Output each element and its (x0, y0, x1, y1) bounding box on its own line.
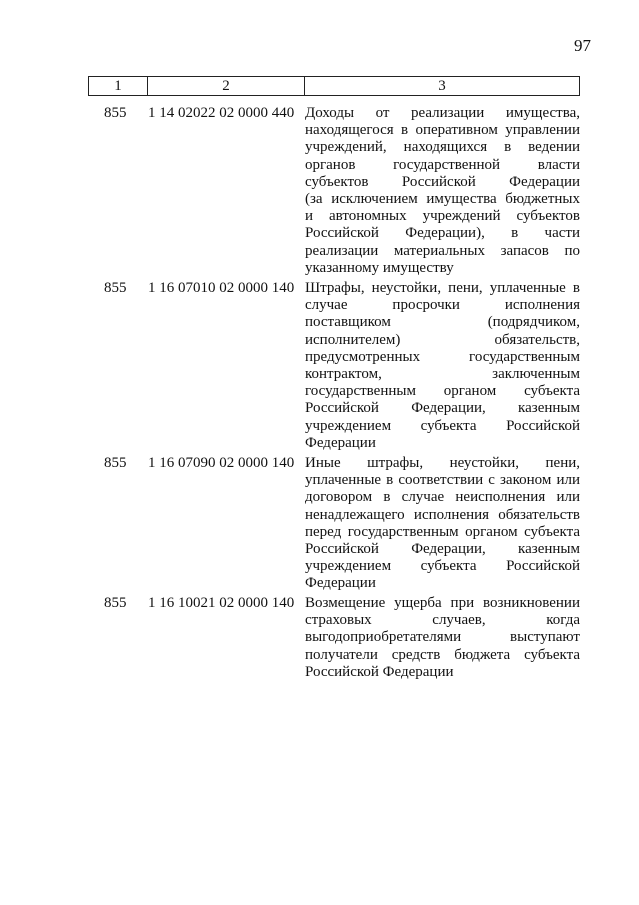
budget-code: 1 16 07090 02 0000 140 (148, 455, 295, 471)
text-line: контрактом, заключенным (305, 366, 580, 383)
text-line: государственным органом субъекта (305, 383, 580, 400)
text-line: Российской Федерации), в части (305, 225, 580, 242)
text-line: находящегося в оперативном управлении (305, 122, 580, 139)
text-line: перед государственным органом субъекта (305, 523, 580, 540)
admin-code: 855 (104, 595, 127, 611)
text-line: субъектов Российской Федерации (305, 173, 580, 190)
text-line: поставщиком (подрядчиком, (305, 314, 580, 331)
admin-code: 855 (104, 280, 127, 296)
admin-code: 855 (104, 455, 127, 471)
text-line: учреждением субъекта Российской (305, 558, 580, 575)
text-line: получатели средств бюджета субъекта (305, 646, 580, 663)
table-header (88, 76, 580, 96)
text-line: учреждением субъекта Российской (305, 417, 580, 434)
text-line: предусмотренных государственным (305, 348, 580, 365)
text-line: учреждений, находящихся в ведении (305, 139, 580, 156)
income-name (305, 105, 580, 277)
header-col-2: 2 (148, 77, 305, 96)
text-line: исполнителем) обязательств, (305, 331, 580, 348)
text-line: уплаченные в соответствии с законом или (305, 472, 580, 489)
text-line: Федерации (305, 434, 376, 451)
page-number: 97 (574, 36, 591, 55)
text-line: договором в случае неисполнения или (305, 489, 580, 506)
text-line: указанному имуществу (305, 259, 454, 276)
budget-code: 1 14 02022 02 0000 440 (148, 105, 295, 121)
text-line: органов государственной власти (305, 156, 580, 173)
income-name (305, 280, 580, 452)
admin-code: 855 (104, 105, 127, 121)
budget-code: 1 16 10021 02 0000 140 (148, 595, 295, 611)
text-line: ненадлежащего исполнения обязательств (305, 506, 580, 523)
text-line: выгодоприобретателями выступают (305, 629, 580, 646)
text-line: Российской Федерации (305, 663, 454, 680)
income-name (305, 595, 580, 681)
text-line: случае просрочки исполнения (305, 297, 580, 314)
text-line: Штрафы, неустойки, пени, уплаченные в (305, 280, 580, 296)
header-col-3: 3 (305, 77, 580, 96)
budget-code: 1 16 07010 02 0000 140 (148, 280, 295, 296)
text-line: реализации материальных запасов по (305, 242, 580, 259)
income-name (305, 455, 580, 593)
text-line: Федерации (305, 575, 376, 592)
header-col-1: 1 (89, 77, 148, 96)
text-line: страховых случаев, когда (305, 612, 580, 629)
text-line: (за исключением имущества бюджетных (305, 191, 580, 208)
text-line: Иные штрафы, неустойки, пени, (305, 455, 580, 471)
text-line: и автономных учреждений субъектов (305, 208, 580, 225)
header-row (89, 77, 580, 96)
text-line: Российской Федерации, казенным (305, 541, 580, 558)
text-line: Доходы от реализации имущества, (305, 105, 580, 121)
text-line: Российской Федерации, казенным (305, 400, 580, 417)
text-line: Возмещение ущерба при возникновении (305, 595, 580, 611)
